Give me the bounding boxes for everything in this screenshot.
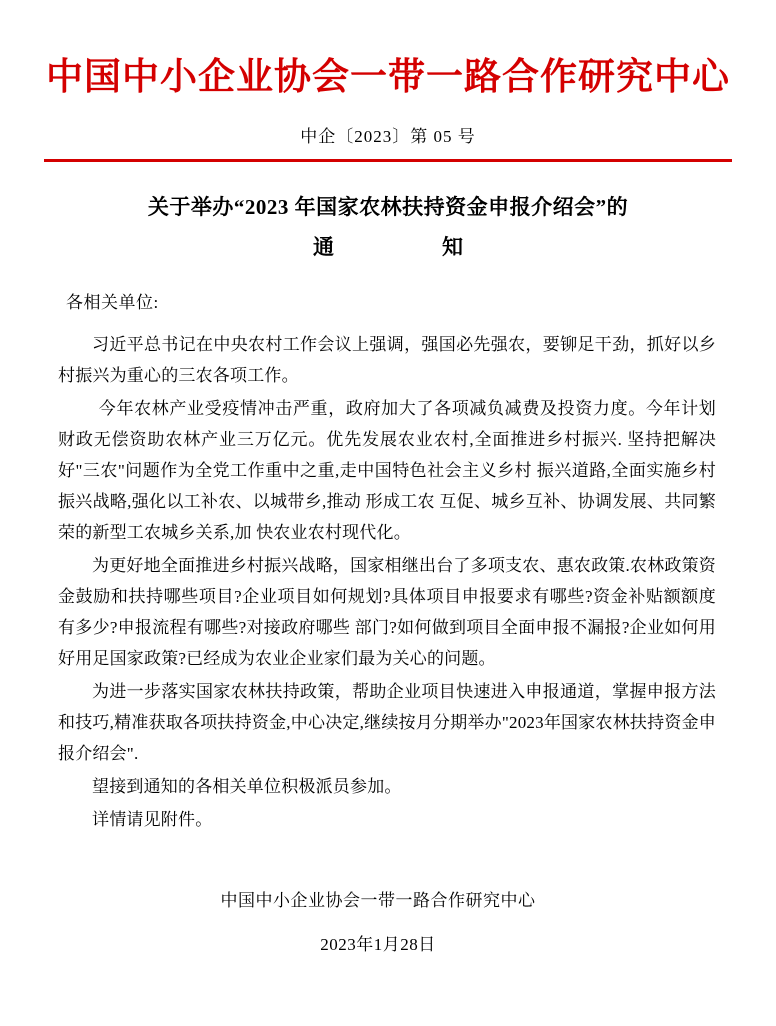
document-title — [28, 188, 748, 268]
body-paragraph: 今年农林产业受疫情冲击严重，政府加大了各项减负减费及投资力度。今年计划财政无偿资助农林产业三万亿元。优先发展农业农村,全面推进乡村振兴. 坚持把解决好"三农"问题作为全党工作重中之重,走中国特色社会主义乡村 振兴道路,全面实施乡村振兴战略,强化以工补农、以城带乡,推动 形成工农 互促、城乡互补、协调发展、共同繁荣的新型工农城乡关系,加 快农业农村现代化。 — [58, 399, 716, 543]
document-number: 中企〔2023〕第 05 号 — [300, 127, 476, 147]
signature-organization: 中国中小企业协会一带一路合作研究中心 — [220, 891, 536, 911]
red-divider-rule — [44, 159, 732, 162]
document-body — [28, 329, 748, 835]
body-paragraph: 习近平总书记在中央农村工作会议上强调，强国必先强农，要铆足干劲，抓好以乡村振兴为重心的三农各项工作。 — [58, 335, 716, 386]
salutation: 各相关单位: — [66, 293, 159, 313]
body-paragraph: 详情请见附件。 — [92, 810, 213, 830]
document-title-line-2: 通 知 — [313, 235, 485, 260]
document-header — [28, 0, 748, 147]
body-paragraph: 为进一步落实国家农林扶持政策，帮助企业项目快速进入申报通道，掌握申报方法和技巧,精准获取各项扶持资金,中心决定,继续按月分期举办"2023年国家农林扶持资金申报介绍会". — [58, 682, 716, 764]
body-paragraph: 望接到通知的各相关单位积极派员参加。 — [92, 777, 402, 797]
body-paragraph: 为更好地全面推进乡村振兴战略，国家相继出台了多项支农、惠农政策.农林政策资金鼓励和扶持哪些项目?企业项目如何规划?具体项目申报要求有哪些?资金补贴额额度有多少?申报流程有哪些?对接政府哪些 部门?如何做到项目全面申报不漏报?企业如何用好用足国家政策?已经成为农业企业家们最为关心的问题。 — [58, 556, 716, 669]
signature-date: 2023年1月28日 — [320, 935, 436, 955]
organization-title: 中国中小企业协会一带一路合作研究中心 — [46, 57, 730, 98]
document-title-line-1: 关于举办“2023 年国家农林扶持资金申报介绍会”的 — [147, 195, 629, 220]
signature-block — [28, 879, 748, 967]
